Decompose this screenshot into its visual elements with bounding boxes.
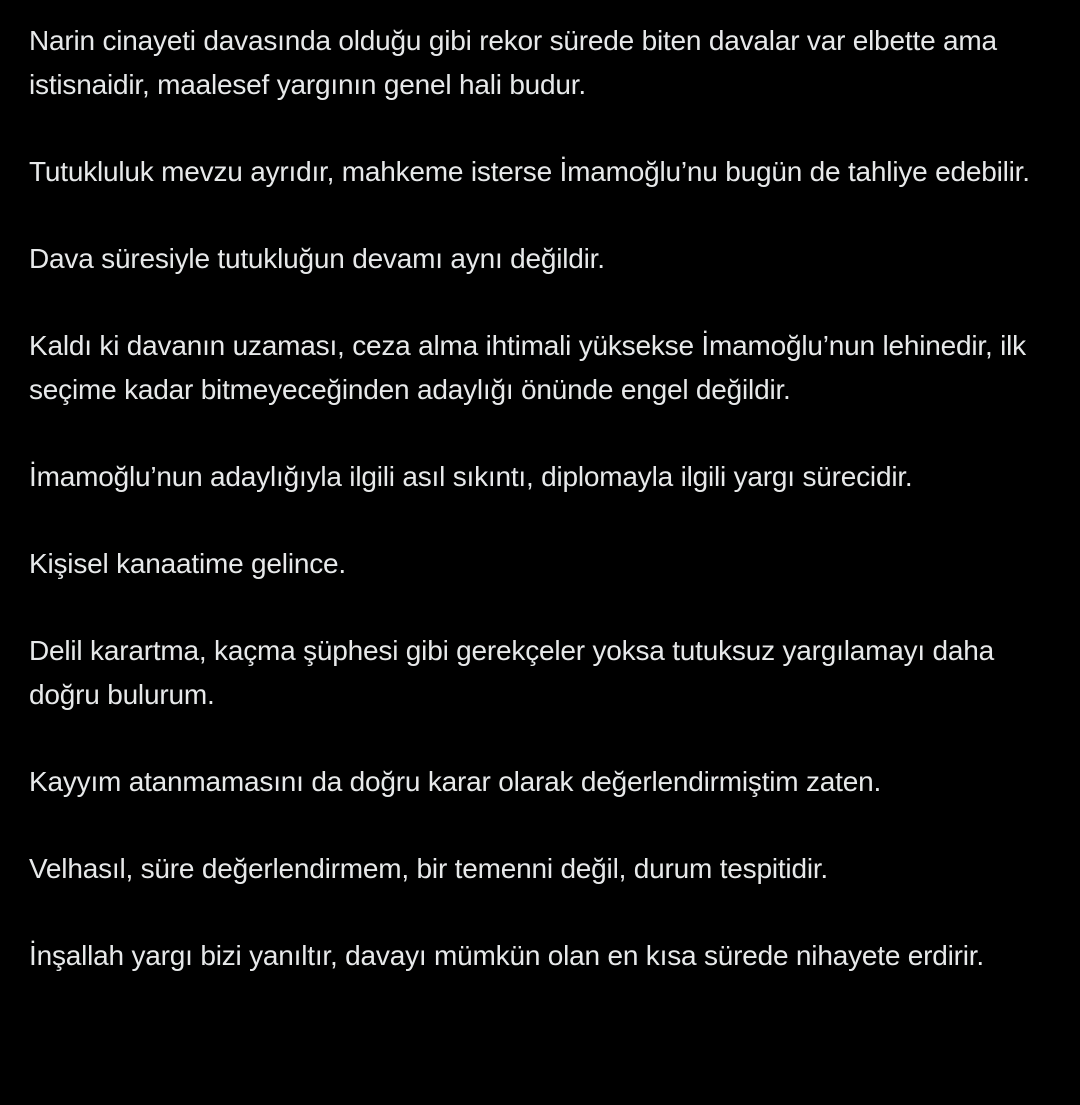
post-paragraph: Dava süresiyle tutukluğun devamı aynı değildir.	[29, 243, 605, 274]
post-paragraph: Narin cinayeti davasında olduğu gibi rekor sürede biten davalar var elbette ama istisnaidir, maalesef yargının genel hali budur.	[29, 25, 997, 100]
post-paragraph: Tutukluluk mevzu ayrıdır, mahkeme isterse İmamoğlu’nu bugün de tahliye edebilir.	[29, 156, 1030, 187]
post-paragraph: İnşallah yargı bizi yanıltır, davayı mümkün olan en kısa sürede nihayete erdirir.	[29, 940, 984, 971]
post-paragraph: Kişisel kanaatime gelince.	[29, 548, 346, 579]
post-paragraph: Kaldı ki davanın uzaması, ceza alma ihtimali yüksekse İmamoğlu’nun lehinedir, ilk seçime kadar bitmeyeceğinden adaylığı önünde engel değildir.	[29, 330, 1026, 405]
post-paragraph: İmamoğlu’nun adaylığıyla ilgili asıl sıkıntı, diplomayla ilgili yargı sürecidir.	[29, 461, 913, 492]
post-body	[29, 19, 1069, 978]
post-paragraph: Delil karartma, kaçma şüphesi gibi gerekçeler yoksa tutuksuz yargılamayı daha doğru bulurum.	[29, 635, 995, 710]
post-paragraph: Kayyım atanmamasını da doğru karar olarak değerlendirmiştim zaten.	[29, 766, 882, 797]
post-paragraph: Velhasıl, süre değerlendirmem, bir temenni değil, durum tespitidir.	[29, 853, 828, 884]
